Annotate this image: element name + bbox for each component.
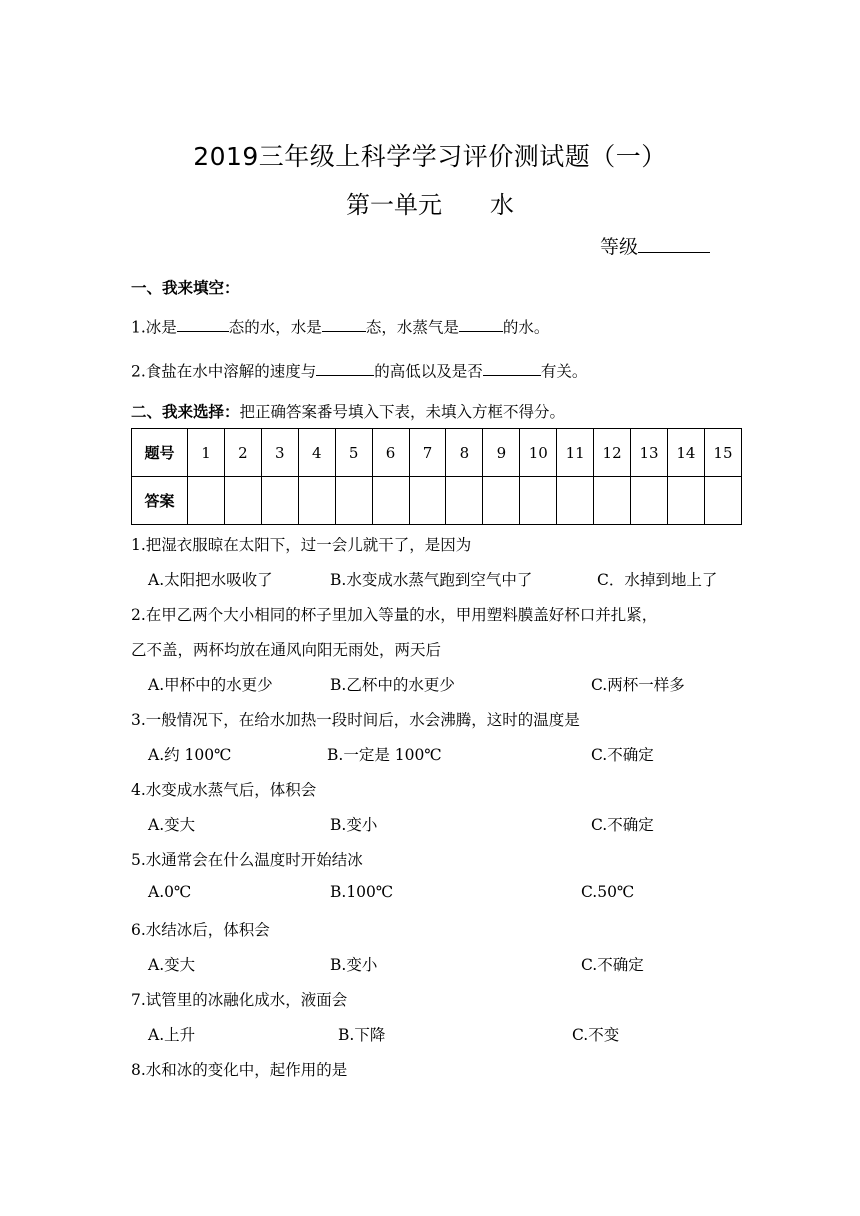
answer-cell[interactable] bbox=[188, 477, 225, 525]
question-2-option-a: A.甲杯中的水更少 bbox=[148, 676, 273, 694]
question-number-cell: 8 bbox=[446, 429, 483, 477]
question-7-option-a: A.上升 bbox=[148, 1026, 196, 1044]
grade-blank bbox=[638, 232, 710, 253]
answer-cell[interactable] bbox=[298, 477, 335, 525]
question-1-stem: 1.把湿衣服晾在太阳下，过一会儿就干了，是因为 bbox=[131, 536, 472, 554]
question-number-cell: 1 bbox=[188, 429, 225, 477]
answer-cell[interactable] bbox=[335, 477, 372, 525]
question-number-label: 题号 bbox=[132, 429, 188, 477]
question-5-option-a: A.0℃ bbox=[148, 883, 192, 901]
question-6-stem: 6.水结冰后，体积会 bbox=[131, 921, 270, 939]
fill-blank bbox=[316, 359, 374, 376]
answer-cell[interactable] bbox=[704, 477, 741, 525]
answer-cell[interactable] bbox=[261, 477, 298, 525]
answer-cell[interactable] bbox=[446, 477, 483, 525]
grade-field bbox=[600, 232, 710, 259]
answer-cell[interactable] bbox=[594, 477, 631, 525]
question-4-option-c: C.不确定 bbox=[591, 816, 654, 834]
fill-q1-prefix: 1.冰是 bbox=[131, 318, 177, 337]
answer-cell[interactable] bbox=[483, 477, 520, 525]
question-4-stem: 4.水变成水蒸气后，体积会 bbox=[131, 781, 317, 799]
question-6-option-a: A.变大 bbox=[148, 956, 196, 974]
question-5-option-c: C.50℃ bbox=[581, 883, 635, 901]
question-2-stem: 2.在甲乙两个大小相同的杯子里加入等量的水，甲用塑料膜盖好杯口并扎紧， bbox=[131, 606, 658, 624]
question-5-option-b: B.100℃ bbox=[330, 883, 394, 901]
question-3-stem: 3.一般情况下，在给水加热一段时间后，水会沸腾，这时的温度是 bbox=[131, 711, 580, 729]
question-6-option-b: B.变小 bbox=[330, 956, 378, 974]
question-3-option-b: B.一定是 100℃ bbox=[327, 746, 442, 764]
fill-q2-suffix: 有关。 bbox=[540, 362, 588, 381]
question-number-cell: 3 bbox=[261, 429, 298, 477]
fill-blank bbox=[483, 359, 541, 376]
section-2-line bbox=[131, 400, 565, 422]
question-number-cell: 2 bbox=[224, 429, 261, 477]
question-2-stem-line2: 乙不盖，两杯均放在通风向阳无雨处，两天后 bbox=[131, 641, 442, 659]
answer-cell[interactable] bbox=[520, 477, 557, 525]
fill-blank bbox=[177, 315, 229, 332]
question-2-option-c: C.两杯一样多 bbox=[591, 676, 685, 694]
fill-q2-prefix: 2.食盐在水中溶解的速度与 bbox=[131, 362, 317, 381]
question-number-cell: 12 bbox=[594, 429, 631, 477]
question-3-option-a: A.约 100℃ bbox=[148, 746, 232, 764]
answer-row bbox=[132, 477, 742, 525]
answer-cell[interactable] bbox=[631, 477, 668, 525]
question-number-cell: 7 bbox=[409, 429, 446, 477]
answer-cell[interactable] bbox=[667, 477, 704, 525]
question-1-option-c: C．水掉到地上了 bbox=[597, 571, 718, 589]
section-1-heading: 一、我来填空： bbox=[131, 279, 240, 297]
question-2-option-b: B.乙杯中的水更少 bbox=[330, 676, 455, 694]
grade-label: 等级 bbox=[600, 236, 639, 258]
question-7-option-c: C.不变 bbox=[572, 1026, 620, 1044]
question-number-cell: 14 bbox=[667, 429, 704, 477]
answer-cell[interactable] bbox=[557, 477, 594, 525]
question-number-cell: 13 bbox=[631, 429, 668, 477]
page-title: 2019三年级上科学学习评价测试题（一） bbox=[193, 142, 667, 171]
answer-cell[interactable] bbox=[224, 477, 261, 525]
fill-q1-mid2: 态，水蒸气是 bbox=[365, 318, 459, 337]
unit-subtitle: 第一单元 水 bbox=[346, 191, 514, 219]
question-7-stem: 7.试管里的冰融化成水，液面会 bbox=[131, 991, 348, 1009]
question-number-cell: 6 bbox=[372, 429, 409, 477]
fill-q1-mid1: 态的水，水是 bbox=[228, 318, 322, 337]
question-3-option-c: C.不确定 bbox=[591, 746, 654, 764]
question-number-cell: 10 bbox=[520, 429, 557, 477]
question-number-row bbox=[132, 429, 742, 477]
answer-label: 答案 bbox=[132, 477, 188, 525]
question-4-option-b: B.变小 bbox=[330, 816, 378, 834]
section-2-instruction: 把正确答案番号填入下表，未填入方框不得分。 bbox=[239, 403, 566, 421]
question-number-cell: 4 bbox=[298, 429, 335, 477]
fill-blank bbox=[322, 315, 366, 332]
question-8-stem: 8.水和冰的变化中，起作用的是 bbox=[131, 1061, 348, 1079]
answer-cell[interactable] bbox=[372, 477, 409, 525]
answer-table bbox=[131, 428, 742, 525]
section-2-heading: 二、我来选择： bbox=[131, 403, 240, 421]
fill-question-1 bbox=[131, 315, 549, 337]
question-6-option-c: C.不确定 bbox=[581, 956, 644, 974]
question-1-option-a: A.太阳把水吸收了 bbox=[148, 571, 273, 589]
question-number-cell: 5 bbox=[335, 429, 372, 477]
fill-blank bbox=[459, 315, 503, 332]
fill-q2-mid1: 的高低以及是否 bbox=[374, 362, 483, 381]
question-7-option-b: B.下降 bbox=[338, 1026, 386, 1044]
fill-question-2 bbox=[131, 359, 587, 381]
question-1-option-b: B.水变成水蒸气跑到空气中了 bbox=[330, 571, 533, 589]
question-number-cell: 15 bbox=[704, 429, 741, 477]
question-number-cell: 9 bbox=[483, 429, 520, 477]
question-number-cell: 11 bbox=[557, 429, 594, 477]
question-5-stem: 5.水通常会在什么温度时开始结冰 bbox=[131, 851, 363, 869]
answer-cell[interactable] bbox=[409, 477, 446, 525]
question-4-option-a: A.变大 bbox=[148, 816, 196, 834]
fill-q1-suffix: 的水。 bbox=[502, 318, 550, 337]
